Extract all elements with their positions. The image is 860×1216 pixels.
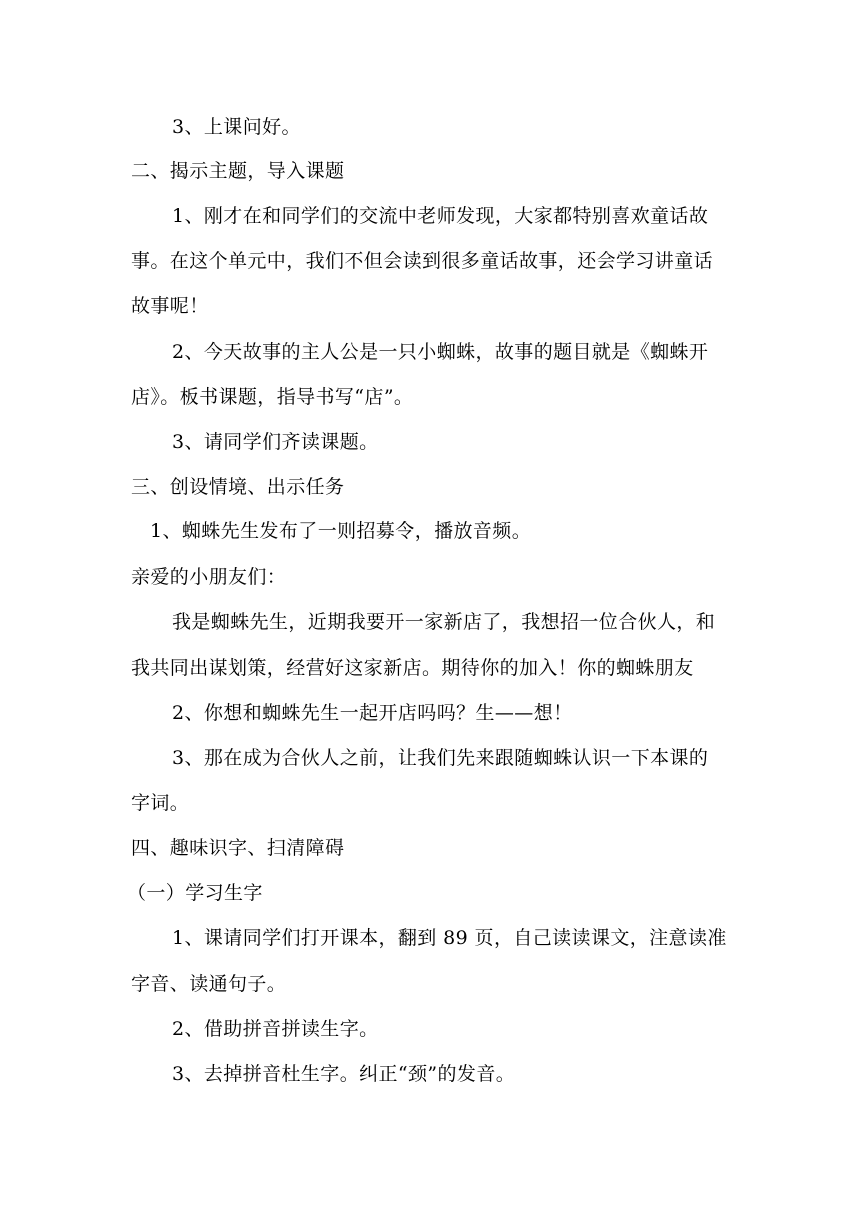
text-line: 1、课请同学们打开课本，翻到 89 页，自己读读课文，注意读准: [172, 927, 727, 949]
text-line: 2、借助拼音拼读生字。: [172, 1018, 379, 1040]
text-line: 字词。: [131, 792, 190, 814]
text-line: 2、今天故事的主人公是一只小蜘蛛，故事的题目就是《蜘蛛开: [172, 341, 709, 363]
text-line: 3、那在成为合伙人之前，让我们先来跟随蜘蛛认识一下本课的: [172, 747, 709, 769]
text-line: 3、请同学们齐读课题。: [172, 431, 379, 453]
text-line: 3、上课问好。: [172, 116, 301, 138]
text-line: 我共同出谋划策，经营好这家新店。期待你的加入！你的蜘蛛朋友: [131, 657, 694, 679]
text-line: 故事呢！: [131, 295, 209, 317]
section-heading: 四、趣味识字、扫清障碍: [131, 837, 345, 859]
text-line: 我是蜘蛛先生，近期我要开一家新店了，我想招一位合伙人，和: [172, 611, 716, 633]
text-line: 字音、读通句子。: [131, 973, 287, 995]
text-line: 事。在这个单元中，我们不但会读到很多童话故事，还会学习讲童话: [131, 250, 714, 272]
section-heading: 三、创设情境、出示任务: [131, 476, 345, 498]
section-heading: 二、揭示主题，导入课题: [131, 160, 345, 182]
text-line: 2、你想和蜘蛛先生一起开店吗吗？生——想！: [172, 702, 573, 724]
subsection-heading: （一）学习生字: [127, 882, 263, 904]
text-line: 店》。板书课题，指导书写“店”。: [131, 386, 414, 408]
text-line: 1、蜘蛛先生发布了一则招募令，播放音频。: [150, 520, 532, 542]
text-line: 3、去掉拼音杜生字。纠正“颈”的发音。: [172, 1063, 516, 1085]
text-line: 1、刚才在和同学们的交流中老师发现，大家都特别喜欢童话故: [172, 205, 709, 227]
text-line: 亲爱的小朋友们：: [131, 566, 287, 588]
